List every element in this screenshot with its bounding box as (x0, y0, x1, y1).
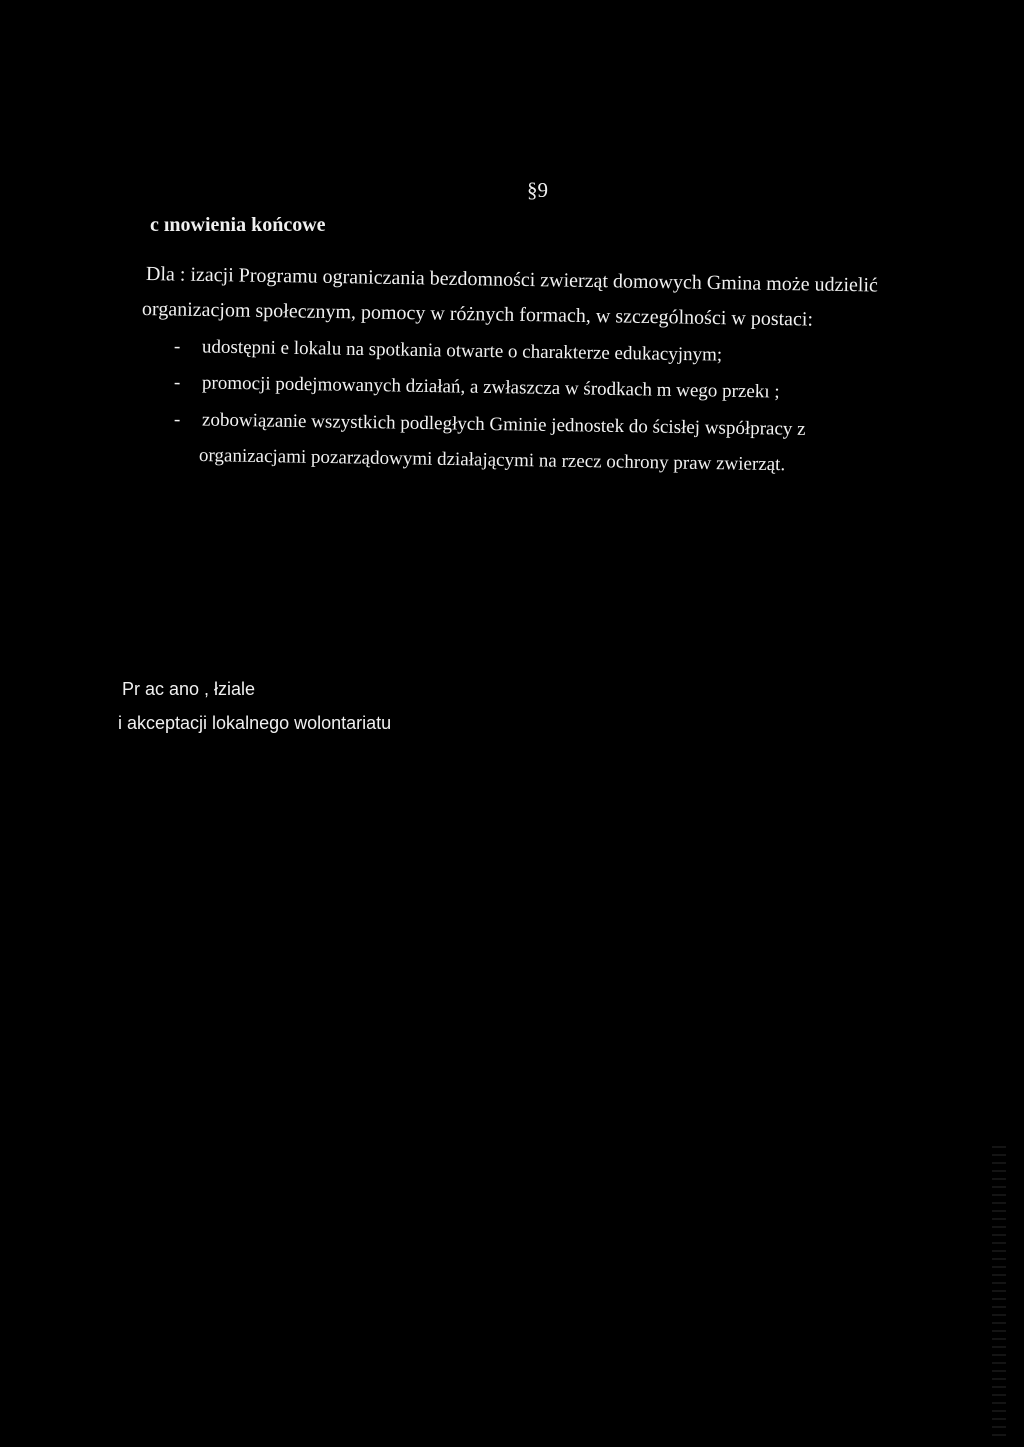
list-item (174, 408, 806, 442)
list-item-text: promocji podejmowanych działań, a zwłaszcza w środkach m wego przekı ; (201, 372, 780, 403)
list-item-text: udostępni e lokalu na spotkania otwarte o charakterze edukacyjnym; (201, 336, 723, 366)
section-number: §9 (527, 178, 548, 202)
footer-note-line-1: Pr ac ano , łziale (122, 679, 256, 699)
list-item (174, 371, 780, 405)
list-item-text: zobowiązanie wszystkich podległych Gminie jednostek do ścisłej współpracy z (201, 409, 806, 440)
paragraph-line-1: Dla : izacji Programu ograniczania bezdomności zwierząt domowych Gmina może udzielić (145, 263, 879, 297)
paragraph-line-2: organizacjom społecznym, pomocy w różnych formach, w szczególności w postaci: (141, 298, 814, 331)
section-title: c ınowienia końcowe (150, 214, 326, 236)
bullet-dash: - (173, 372, 181, 394)
footer-note-line-2: i akceptacji lokalnego wolontariatu (118, 713, 392, 733)
bullet-dash: - (173, 336, 181, 358)
scan-artifact (992, 1140, 1006, 1440)
bullet-dash: - (173, 409, 181, 431)
list-item-continuation: organizacjami pozarządowymi działającymi na rzecz ochrony praw zwierząt. (198, 445, 786, 476)
list-item (174, 335, 723, 368)
